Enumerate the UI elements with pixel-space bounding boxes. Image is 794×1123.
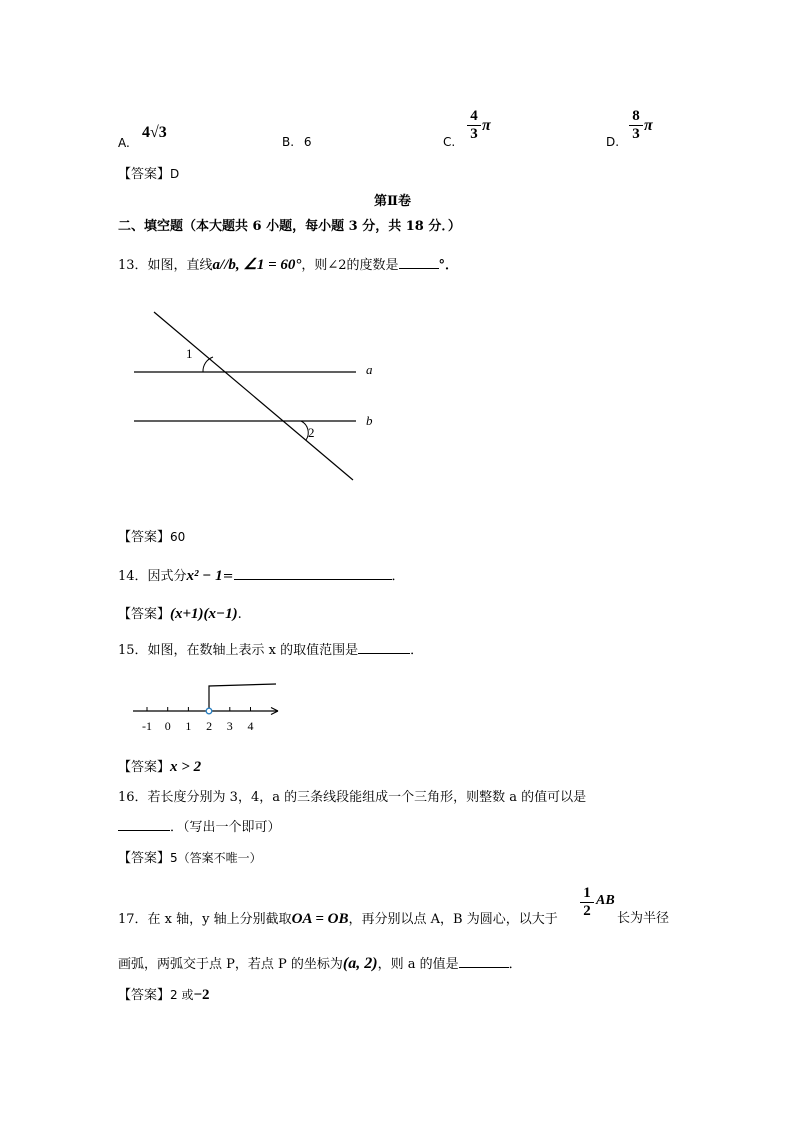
angle-2-label: 2 (308, 425, 315, 440)
q17-text-line1 (118, 911, 558, 928)
line-a-label: a (366, 362, 373, 377)
answer-value: 60 (170, 530, 186, 544)
q15-text (118, 643, 423, 659)
q14-blank (234, 579, 392, 580)
option-c-label: C. (443, 135, 456, 149)
q17-text-before: 17．在 x 轴，y 轴上分别截取 (118, 912, 292, 927)
angle-1-label: 1 (186, 346, 193, 361)
q13-text (118, 257, 458, 274)
option-c-denominator: 3 (467, 125, 481, 143)
q14-answer (118, 606, 242, 623)
tick-label: -1 (142, 719, 152, 733)
q14-equals: = (222, 569, 234, 584)
answer-value: (x+1)(x−1) (170, 606, 238, 622)
number-line-figure (128, 676, 288, 738)
q16-blank (118, 830, 170, 831)
answer-value-math: −2 (193, 987, 210, 1003)
q17-answer (118, 987, 210, 1004)
answer-value: D (170, 167, 180, 181)
answer-prefix: 【答案】 (118, 851, 171, 866)
volume-title: 第Ⅱ卷 (374, 194, 411, 209)
tick-label: 0 (164, 719, 171, 733)
solution-ray (209, 684, 276, 708)
q17-text-line2 (118, 956, 522, 973)
answer-prefix: 【答案】 (118, 760, 171, 775)
q12-answer (118, 166, 179, 183)
q17-line2-mid: ，则 a 的值是 (377, 957, 459, 972)
q13-condition: a//b, ∠1 = 60° (212, 257, 302, 273)
option-d-denominator: 3 (629, 125, 643, 143)
q15-text-after: ． (410, 643, 424, 658)
q17-fraction-denominator: 2 (580, 902, 594, 920)
angle-1-arc (203, 357, 213, 372)
q16-text-line2 (118, 820, 281, 836)
q17-fraction-numerator: 1 (583, 885, 591, 901)
option-a-label: A. (118, 136, 130, 150)
option-d-pi: π (644, 117, 653, 134)
q17-blank (459, 967, 509, 968)
section-heading: 二、填空题（本大题共 6 小题，每小题 3 分，共 18 分．） (118, 219, 461, 234)
q16-answer (118, 850, 262, 867)
q13-text-before: 13．如图，直线 (118, 258, 213, 273)
answer-period: . (237, 607, 242, 622)
answer-prefix: 【答案】 (118, 167, 171, 182)
q17-point-p: (a, 2) (342, 955, 378, 972)
q14-text (118, 568, 405, 585)
option-c-pi: π (482, 117, 491, 134)
open-circle-icon (206, 708, 212, 714)
q17-line2-before: 画弧，两弧交于点 P，若点 P 的坐标为 (118, 957, 343, 972)
q13-text-mid: ，则∠2的度数是 (301, 258, 399, 273)
transversal (154, 312, 353, 480)
q14-expression: x² − 1 (186, 568, 223, 584)
option-b (282, 135, 312, 149)
q17-fraction (580, 885, 594, 920)
q15-answer (118, 759, 201, 776)
q13-text-after: °． (438, 258, 459, 273)
answer-value: x > 2 (170, 759, 202, 775)
tick-label: 4 (247, 719, 254, 733)
q15-text-main: 15．如图，在数轴上表示 x 的取值范围是 (118, 643, 359, 658)
answer-prefix: 【答案】 (118, 607, 171, 622)
q17-ab: AB (596, 893, 615, 908)
answer-prefix: 【答案】 (118, 530, 171, 545)
option-d-label: D. (606, 135, 620, 149)
q17-line2-after: ． (508, 957, 522, 972)
q14-text-after: ． (391, 569, 405, 584)
answer-value: 5（答案不唯一） (170, 851, 262, 865)
option-c-numerator: 4 (470, 108, 478, 124)
q13-answer (118, 529, 185, 546)
q13-blank (399, 268, 439, 269)
q15-blank (358, 653, 410, 654)
option-a-value: 4√3 (142, 124, 167, 141)
q14-text-before: 14．因式分 (118, 569, 187, 584)
answer-prefix: 【答案】 (118, 988, 171, 1003)
parallel-lines-figure (120, 300, 390, 490)
tick-label: 3 (226, 719, 233, 733)
tick-label: 1 (185, 719, 192, 733)
option-a (118, 135, 130, 152)
q17-oa-ob: OA = OB (291, 911, 349, 927)
q16-text-line1: 16．若长度分别为 3，4，a 的三条线段能组成一个三角形，则整数 a 的值可以是 (118, 790, 587, 805)
option-b-label: B. (282, 135, 295, 149)
q17-text-mid: ，再分别以点 A，B 为圆心，以大于 (348, 912, 558, 927)
tick-label: 2 (206, 719, 213, 733)
answer-value: 2 或 (170, 988, 194, 1002)
option-b-value: 6 (303, 135, 312, 149)
option-c-fraction (467, 108, 481, 143)
option-d-fraction (629, 108, 643, 143)
line-b-label: b (366, 413, 373, 428)
q17-text-after: 长为半径 (617, 911, 670, 926)
option-d-numerator: 8 (632, 108, 640, 124)
q16-text-after: ．（写出一个即可） (170, 820, 281, 835)
